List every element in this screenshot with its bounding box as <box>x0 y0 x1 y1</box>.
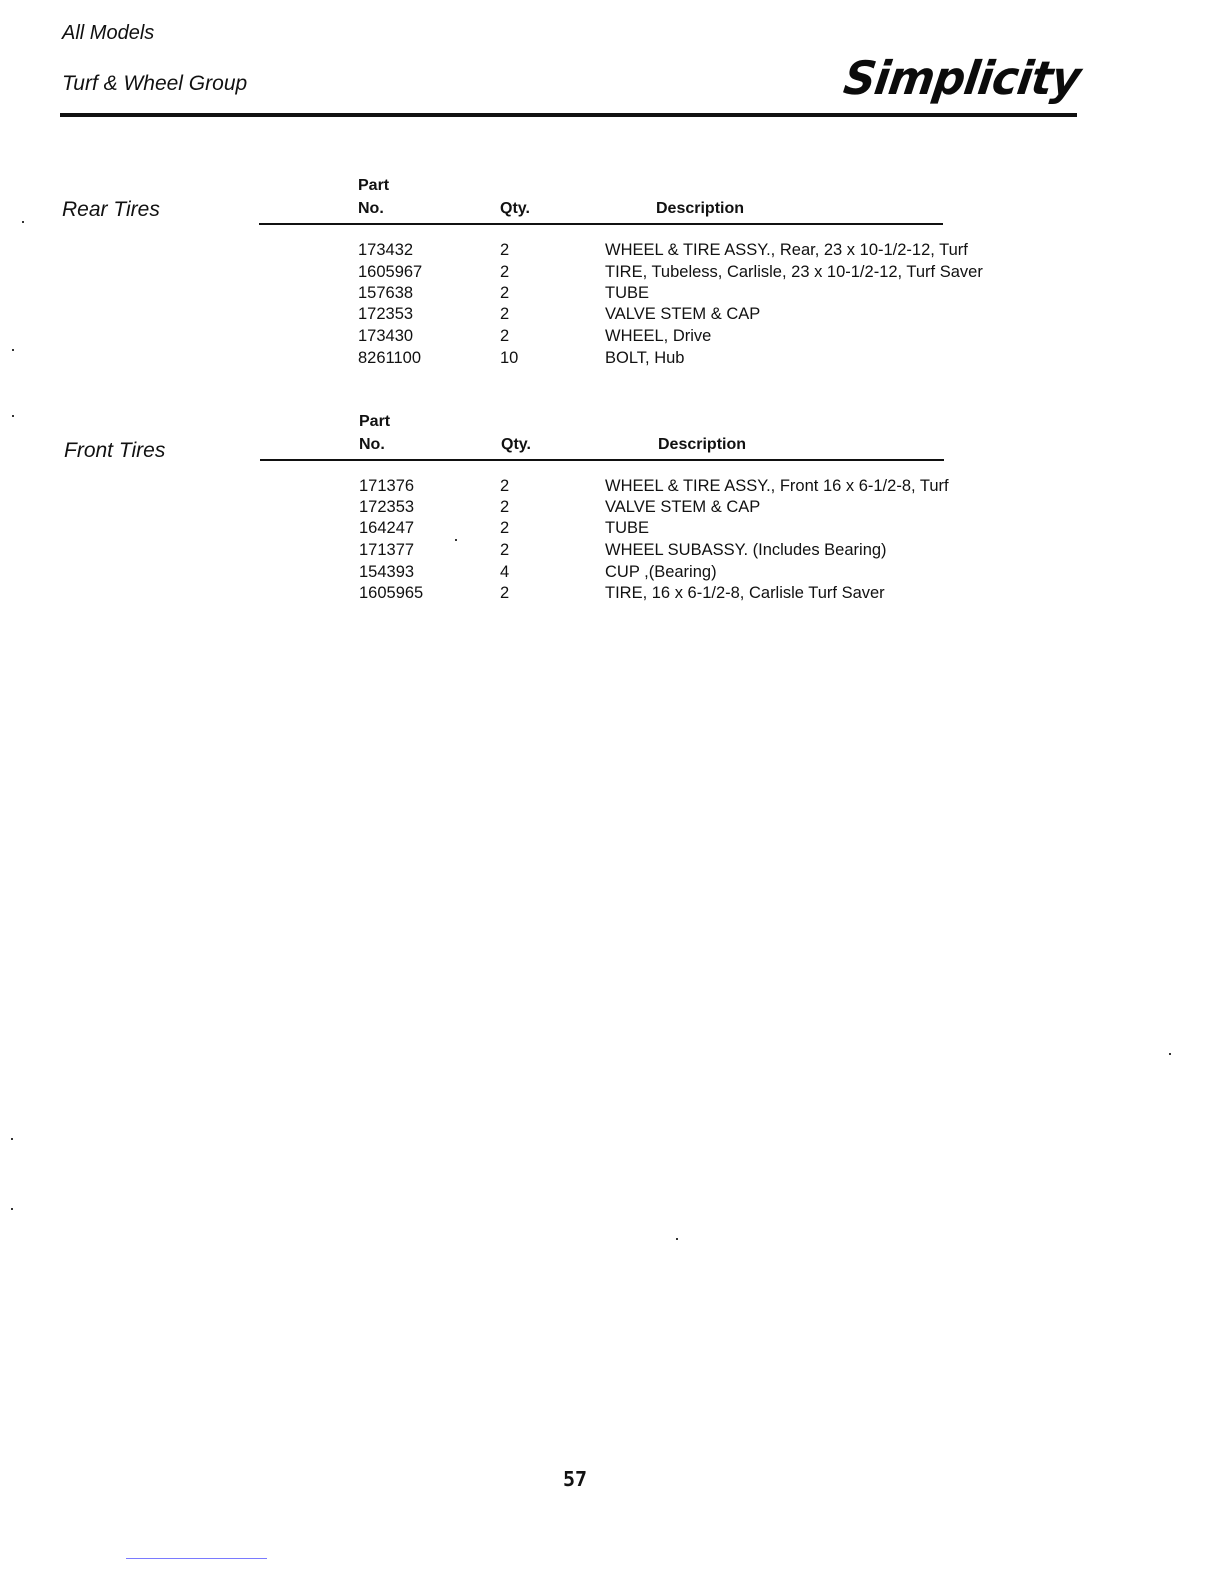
footer-rule <box>126 1558 267 1559</box>
part-description: TUBE <box>605 284 650 302</box>
part-number: 154393 <box>359 563 415 581</box>
part-qty: 2 <box>500 519 510 537</box>
part-qty: 4 <box>500 563 510 581</box>
part-description: CUP ,(Bearing) <box>605 563 717 581</box>
column-header-no: No. <box>358 200 384 217</box>
column-header-part: Part <box>358 177 390 194</box>
part-qty: 2 <box>500 241 510 259</box>
scan-speck <box>12 349 14 351</box>
scan-speck <box>12 415 14 417</box>
part-number: 171376 <box>359 477 415 495</box>
part-number: 173432 <box>358 241 414 259</box>
models-label: All Models <box>62 22 155 44</box>
part-qty: 10 <box>500 349 519 367</box>
header-divider <box>60 113 1077 117</box>
part-qty: 2 <box>500 498 510 516</box>
column-header-no: No. <box>359 436 385 453</box>
section-title: Rear Tires <box>62 198 160 221</box>
brand-logo: Simplicity <box>840 52 1084 106</box>
scan-speck <box>676 1238 678 1240</box>
column-header-description: Description <box>658 436 747 453</box>
part-description: WHEEL & TIRE ASSY., Front 16 x 6-1/2-8, Turf <box>605 477 949 495</box>
part-qty: 2 <box>500 263 510 281</box>
group-title: Turf & Wheel Group <box>62 72 248 95</box>
scan-speck <box>11 1138 13 1140</box>
column-header-description: Description <box>656 200 745 217</box>
column-header-rule <box>259 223 943 225</box>
part-number: 157638 <box>358 284 414 302</box>
part-qty: 2 <box>500 327 510 345</box>
part-description: TIRE, Tubeless, Carlisle, 23 x 10-1/2-12, Turf Saver <box>605 263 983 281</box>
column-header-rule <box>260 459 944 461</box>
part-qty: 2 <box>500 477 510 495</box>
part-number: 173430 <box>358 327 414 345</box>
part-number: 171377 <box>359 541 415 559</box>
scan-speck <box>11 1208 13 1210</box>
part-description: VALVE STEM & CAP <box>605 498 761 516</box>
part-number: 1605965 <box>359 584 424 602</box>
part-qty: 2 <box>500 541 510 559</box>
part-number: 8261100 <box>358 349 422 367</box>
scan-speck <box>22 221 24 223</box>
part-number: 164247 <box>359 519 415 537</box>
part-description: TUBE <box>605 519 650 537</box>
part-number: 172353 <box>359 498 415 516</box>
part-qty: 2 <box>500 305 510 323</box>
scan-speck <box>1169 1053 1171 1055</box>
part-description: WHEEL & TIRE ASSY., Rear, 23 x 10-1/2-12, Turf <box>605 241 968 259</box>
part-description: BOLT, Hub <box>605 349 685 367</box>
page-number: 57 <box>563 1467 588 1491</box>
part-description: TIRE, 16 x 6-1/2-8, Carlisle Turf Saver <box>605 584 885 602</box>
scan-speck <box>455 539 457 541</box>
part-description: VALVE STEM & CAP <box>605 305 761 323</box>
part-description: WHEEL SUBASSY. (Includes Bearing) <box>605 541 887 559</box>
column-header-qty: Qty. <box>500 200 530 217</box>
column-header-part: Part <box>359 413 391 430</box>
part-description: WHEEL, Drive <box>605 327 712 345</box>
column-header-qty: Qty. <box>501 436 531 453</box>
section-title: Front Tires <box>64 439 166 462</box>
part-qty: 2 <box>500 584 510 602</box>
part-qty: 2 <box>500 284 510 302</box>
part-number: 1605967 <box>358 263 423 281</box>
part-number: 172353 <box>358 305 414 323</box>
